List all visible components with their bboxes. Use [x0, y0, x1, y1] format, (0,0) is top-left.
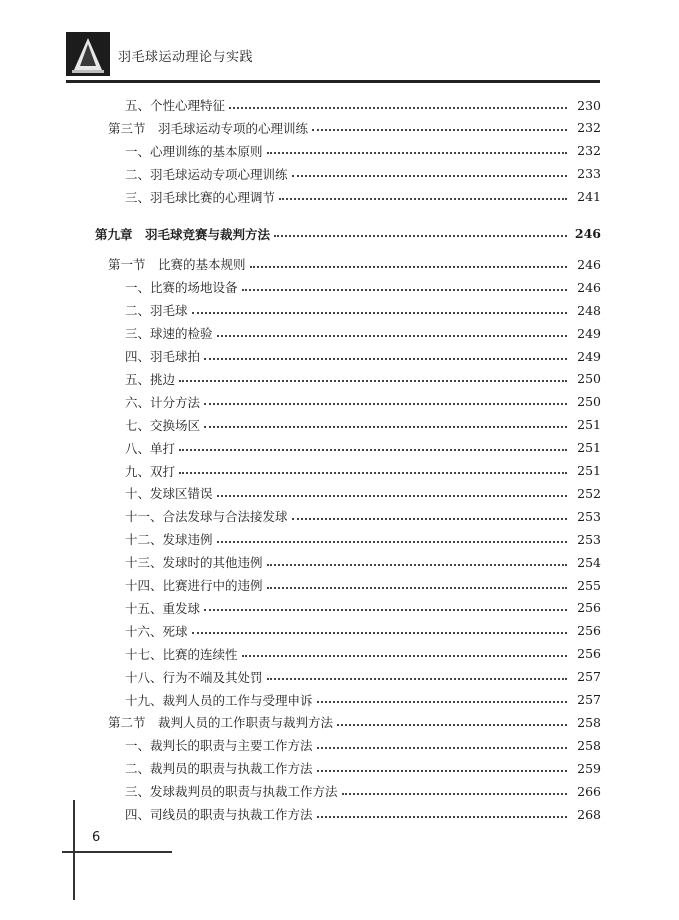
toc-entry-page: 232 [577, 143, 601, 159]
toc-entry [95, 574, 601, 596]
toc-entry-page: 257 [577, 669, 601, 685]
toc-entry-page: 246 [577, 279, 601, 295]
toc-entry-page: 256 [577, 600, 601, 616]
toc-entry-page: 266 [577, 783, 601, 799]
toc-entry-page: 250 [577, 371, 601, 387]
toc-entry-label: 一、心理训练的基本原则 [125, 143, 263, 159]
dot-leader [317, 700, 567, 703]
dot-leader [204, 402, 567, 405]
toc-entry [95, 711, 601, 733]
dot-leader [267, 151, 567, 154]
toc-entry-page: 250 [577, 394, 601, 410]
toc-entry-label: 五、挑边 [125, 371, 176, 387]
toc-entry [95, 689, 601, 711]
toc-entry-page: 257 [577, 692, 601, 707]
dot-leader [242, 654, 567, 657]
dot-leader [217, 494, 567, 497]
toc-entry-label: 十五、重发球 [125, 600, 201, 616]
toc-entry [95, 505, 601, 527]
running-header [66, 32, 600, 80]
toc-entry [95, 780, 601, 802]
dot-leader [204, 357, 567, 360]
header-title: 羽毛球运动理论与实践 [118, 50, 254, 65]
toc-entry-label: 十六、死球 [125, 623, 188, 639]
toc-entry [95, 140, 601, 162]
toc-entry [95, 803, 601, 825]
toc-entry [95, 528, 601, 550]
toc-entry-page: 248 [577, 302, 601, 318]
toc-entry [95, 117, 601, 139]
dot-leader [192, 311, 567, 314]
toc-entry [95, 299, 601, 321]
toc-entry-page: 253 [577, 508, 601, 524]
dot-leader [267, 586, 567, 589]
toc-entry-page: 254 [577, 554, 601, 570]
toc-entry-label: 第九章 羽毛球竞赛与裁判方法 [95, 226, 271, 242]
toc-entry-label: 五、个性心理特征 [125, 98, 226, 113]
dot-leader [317, 815, 567, 818]
toc-entry [95, 368, 601, 390]
toc-entry [95, 414, 601, 436]
toc-entry-page: 258 [577, 714, 601, 730]
toc-entry-label: 十三、发球时的其他违例 [125, 555, 263, 571]
toc-entry [95, 186, 601, 208]
dot-leader [217, 540, 567, 543]
toc-entry-page: 258 [577, 737, 601, 753]
toc-entry-page: 232 [577, 120, 601, 136]
toc-entry-page: 251 [577, 417, 601, 433]
header-rule [66, 80, 600, 83]
toc-entry-page: 246 [577, 256, 601, 272]
dot-leader [317, 746, 567, 749]
toc-entry-label: 七、交换场区 [125, 417, 201, 433]
toc-entry-label: 十四、比赛进行中的违例 [125, 578, 263, 593]
toc-entry-page: 268 [577, 806, 601, 822]
toc-entry-page: 252 [577, 485, 601, 501]
dot-leader [337, 723, 567, 726]
toc-entry-label: 十二、发球违例 [125, 532, 213, 548]
dot-leader [312, 128, 567, 131]
dot-leader [192, 631, 567, 634]
toc-entry-page: 256 [577, 623, 601, 639]
toc-entry [95, 322, 601, 344]
toc-entry-label: 第三节 羽毛球运动专项的心理训练 [108, 120, 309, 136]
dot-leader [179, 379, 567, 382]
toc-entry-label: 十一、合法发球与合法接发球 [125, 509, 288, 525]
toc-entry [95, 391, 601, 413]
toc-entry-page: 259 [577, 760, 601, 776]
toc-entry-page: 233 [577, 166, 601, 182]
dot-leader [229, 106, 567, 109]
dot-leader [317, 769, 567, 772]
toc-entry-page: 246 [574, 226, 601, 241]
toc-entry [95, 734, 601, 756]
toc-entry-label: 十、发球区错误 [125, 486, 213, 502]
toc-entry [95, 437, 601, 459]
dot-leader [179, 471, 567, 474]
dot-leader [279, 197, 567, 200]
toc-entry-label: 四、羽毛球拍 [125, 349, 201, 364]
dot-leader [292, 174, 567, 177]
toc-entry-label: 三、发球裁判员的职责与执裁工作方法 [125, 784, 338, 800]
toc-entry-label: 第一节 比赛的基本规则 [108, 257, 246, 273]
toc-entry [95, 643, 601, 665]
toc-entry-label: 三、球速的检验 [125, 326, 213, 342]
dot-leader [217, 334, 567, 337]
dot-leader [267, 677, 567, 680]
toc-entry [95, 345, 601, 367]
toc-entry-label: 十九、裁判人员的工作与受理申诉 [125, 692, 313, 708]
toc-entry-label: 四、司线员的职责与执裁工作方法 [125, 807, 313, 822]
toc-entry-page: 251 [577, 463, 601, 478]
toc-entry [95, 597, 601, 619]
toc-entry [95, 620, 601, 642]
toc-entry-label: 九、双打 [125, 463, 176, 479]
dot-leader [179, 448, 567, 451]
toc-entry-page: 249 [577, 325, 601, 341]
dot-leader [274, 234, 567, 237]
toc-entry-label: 一、裁判长的职责与主要工作方法 [125, 738, 313, 754]
dot-leader [342, 792, 567, 795]
toc-entry [95, 276, 601, 298]
dot-leader [204, 608, 567, 611]
toc-entry-page: 255 [577, 577, 601, 593]
toc-entry-page: 249 [577, 348, 601, 364]
toc-entry [95, 223, 601, 245]
footer-horizontal-rule [62, 851, 172, 853]
toc-entry [95, 757, 601, 779]
toc-entry-page: 256 [577, 646, 601, 662]
toc-entry [95, 482, 601, 504]
toc-entry [95, 94, 601, 116]
toc-entry-label: 二、羽毛球运动专项心理训练 [125, 166, 288, 182]
toc-entry-label: 六、计分方法 [125, 394, 201, 410]
toc-entry-label: 八、单打 [125, 440, 176, 456]
dot-leader [242, 288, 567, 291]
toc-entry-label: 二、裁判员的职责与执裁工作方法 [125, 761, 313, 777]
toc-entry-page: 251 [577, 440, 601, 456]
toc-entry-page: 230 [577, 97, 601, 113]
footer-vertical-rule [73, 800, 75, 900]
toc-entry-label: 三、羽毛球比赛的心理调节 [125, 189, 276, 205]
toc-entry [95, 551, 601, 573]
toc-entry-label: 一、比赛的场地设备 [125, 280, 238, 296]
toc-entry-label: 十七、比赛的连续性 [125, 646, 238, 662]
dot-leader [204, 425, 567, 428]
dot-leader [292, 517, 567, 520]
book-logo-icon [66, 32, 110, 76]
toc-entry-page: 253 [577, 531, 601, 547]
page-number: 6 [92, 830, 101, 845]
toc-entry [95, 253, 601, 275]
toc-entry-page: 241 [577, 189, 601, 205]
toc-entry [95, 163, 601, 185]
dot-leader [267, 563, 567, 566]
toc-entry [95, 460, 601, 482]
toc-entry-label: 二、羽毛球 [125, 303, 188, 319]
toc-entry-label: 十八、行为不端及其处罚 [125, 669, 263, 685]
dot-leader [250, 265, 567, 268]
toc-entry [95, 666, 601, 688]
toc-entry-label: 第二节 裁判人员的工作职责与裁判方法 [108, 715, 334, 731]
